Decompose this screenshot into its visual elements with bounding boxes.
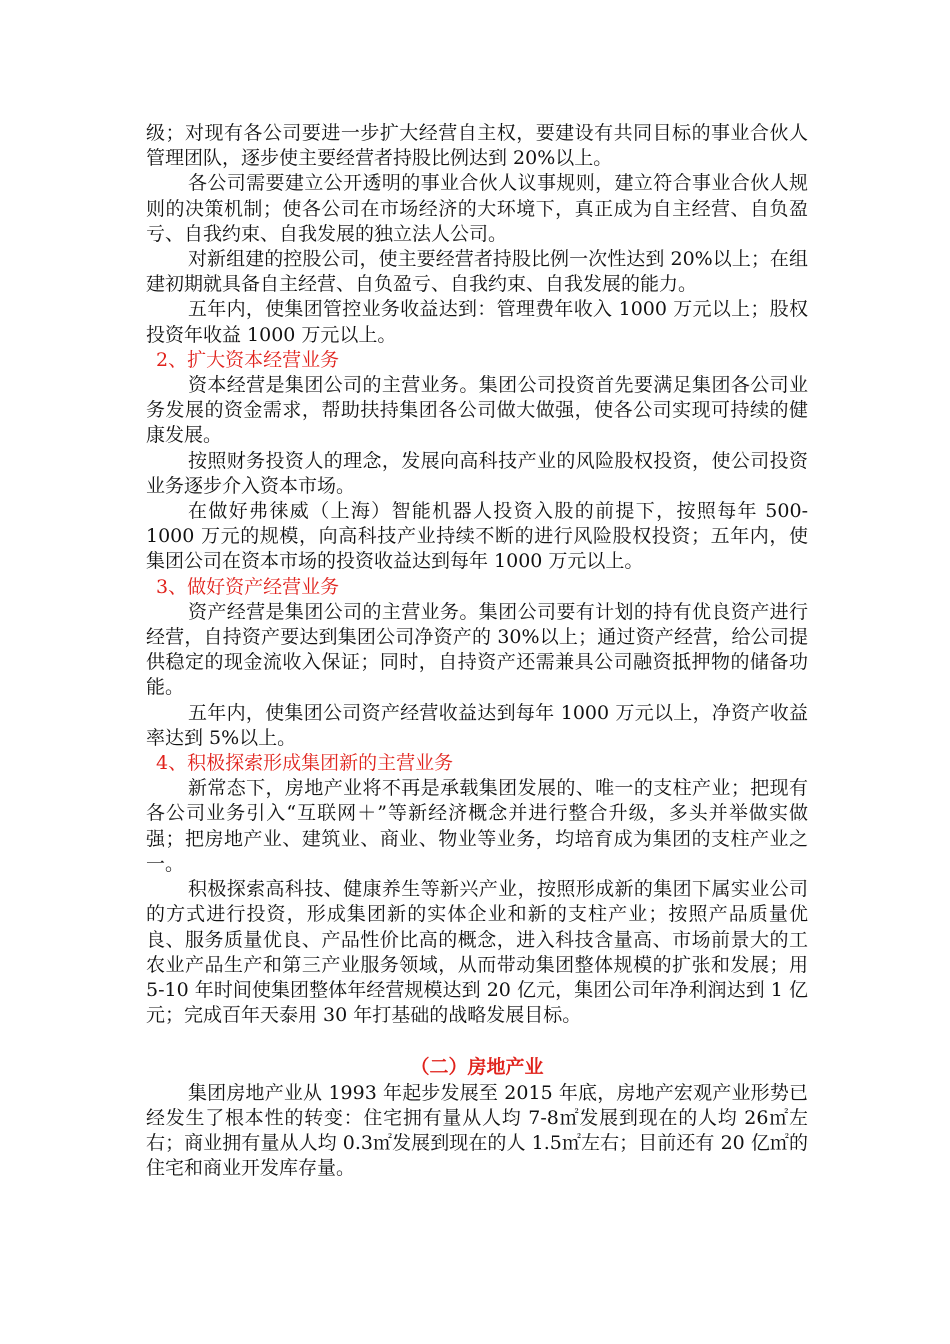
paragraph-asset-five-year: 五年内，使集团公司资产经营收益达到每年 1000 万元以上，净资产收益率达到 5%以上。 [146,701,808,749]
paragraph-capital-main-business: 资本经营是集团公司的主营业务。集团公司投资首先要满足集团各公司业务发展的资金需求，帮助扶持集团各公司做大做强，使各公司实现可持续的健康发展。 [146,374,808,447]
paragraph-real-estate-history: 集团房地产业从 1993 年起步发展至 2015 年底，房地产宏观产业形势已经发生了根本性的转变：住宅拥有量从人均 7-8㎡发展到现在的人均 26㎡左右；商业拥有量从人均 0.3㎡发展到现在的人 1.5㎡左右；目前还有 20 亿㎡的住宅和商业开发库存量。 [146,1081,808,1180]
paragraph-financial-investor: 按照财务投资人的理念，发展向高科技产业的风险股权投资，使公司投资业务逐步介入资本市场。 [146,449,808,497]
heading-capital-operation: 2、扩大资本经营业务 [156,348,340,371]
paragraph-partner-rules: 各公司需要建立公开透明的事业合伙人议事规则，建立符合事业合伙人规则的决策机制；使各公司在市场经济的大环境下，真正成为自主经营、自负盈亏、自我约束、自我发展的独立法人公司。 [146,172,808,245]
paragraph-new-holding: 对新组建的控股公司，使主要经营者持股比例一次性达到 20%以上；在组建初期就具备自主经营、自负盈亏、自我约束、自我发展的能力。 [146,248,808,296]
section-title-real-estate: （二）房地产业 [410,1056,544,1079]
paragraph-continuation: 级；对现有各公司要进一步扩大经营自主权，要建设有共同目标的事业合伙人管理团队，逐步使主要经营者持股比例达到 20%以上。 [146,122,808,170]
document-body [146,121,808,1181]
paragraph-asset-main-business: 资产经营是集团公司的主营业务。集团公司要有计划的持有优良资产进行经营，自持资产要达到集团公司净资产的 30%以上；通过资产经营，给公司提供稳定的现金流收入保证；同时，自持资产还需兼具公司融资抵押物的储备功能。 [146,600,808,699]
paragraph-new-normal: 新常态下，房地产业将不再是承载集团发展的、唯一的支柱产业；把现有各公司业务引入“互联网＋”等新经济概念并进行整合升级，多头并举做实做强；把房地产业、建筑业、商业、物业等业务，均培育成为集团的支柱产业之一。 [146,777,808,875]
paragraph-emerging-industries: 积极探索高科技、健康养生等新兴产业，按照形成新的集团下属实业公司的方式进行投资，形成集团新的实体企业和新的支柱产业；按照产品质量优良、服务质量优良、产品性价比高的概念，进入科技含量高、市场前景大的工农业产品生产和第三产业服务领域，从而带动集团整体规模的扩张和发展；用 5-10 年时间使集团整体年经营规模达到 20 亿元，集团公司年净利润达到 1 亿元；完成百年天泰用 30 年打基础的战略发展目标。 [146,878,808,1027]
heading-asset-operation: 3、做好资产经营业务 [156,575,340,598]
paragraph-five-year-management: 五年内，使集团管控业务收益达到：管理费年收入 1000 万元以上；股权投资年收益 1000 万元以上。 [146,298,808,346]
heading-new-main-business: 4、积极探索形成集团新的主营业务 [156,752,454,775]
paragraph-robot-investment: 在做好弗徕威（上海）智能机器人投资入股的前提下，按照每年 500-1000 万元的规模，向高科技产业持续不断的进行风险股权投资；五年内，使集团公司在资本市场的投资收益达到每年 1000 万元以上。 [146,500,808,573]
